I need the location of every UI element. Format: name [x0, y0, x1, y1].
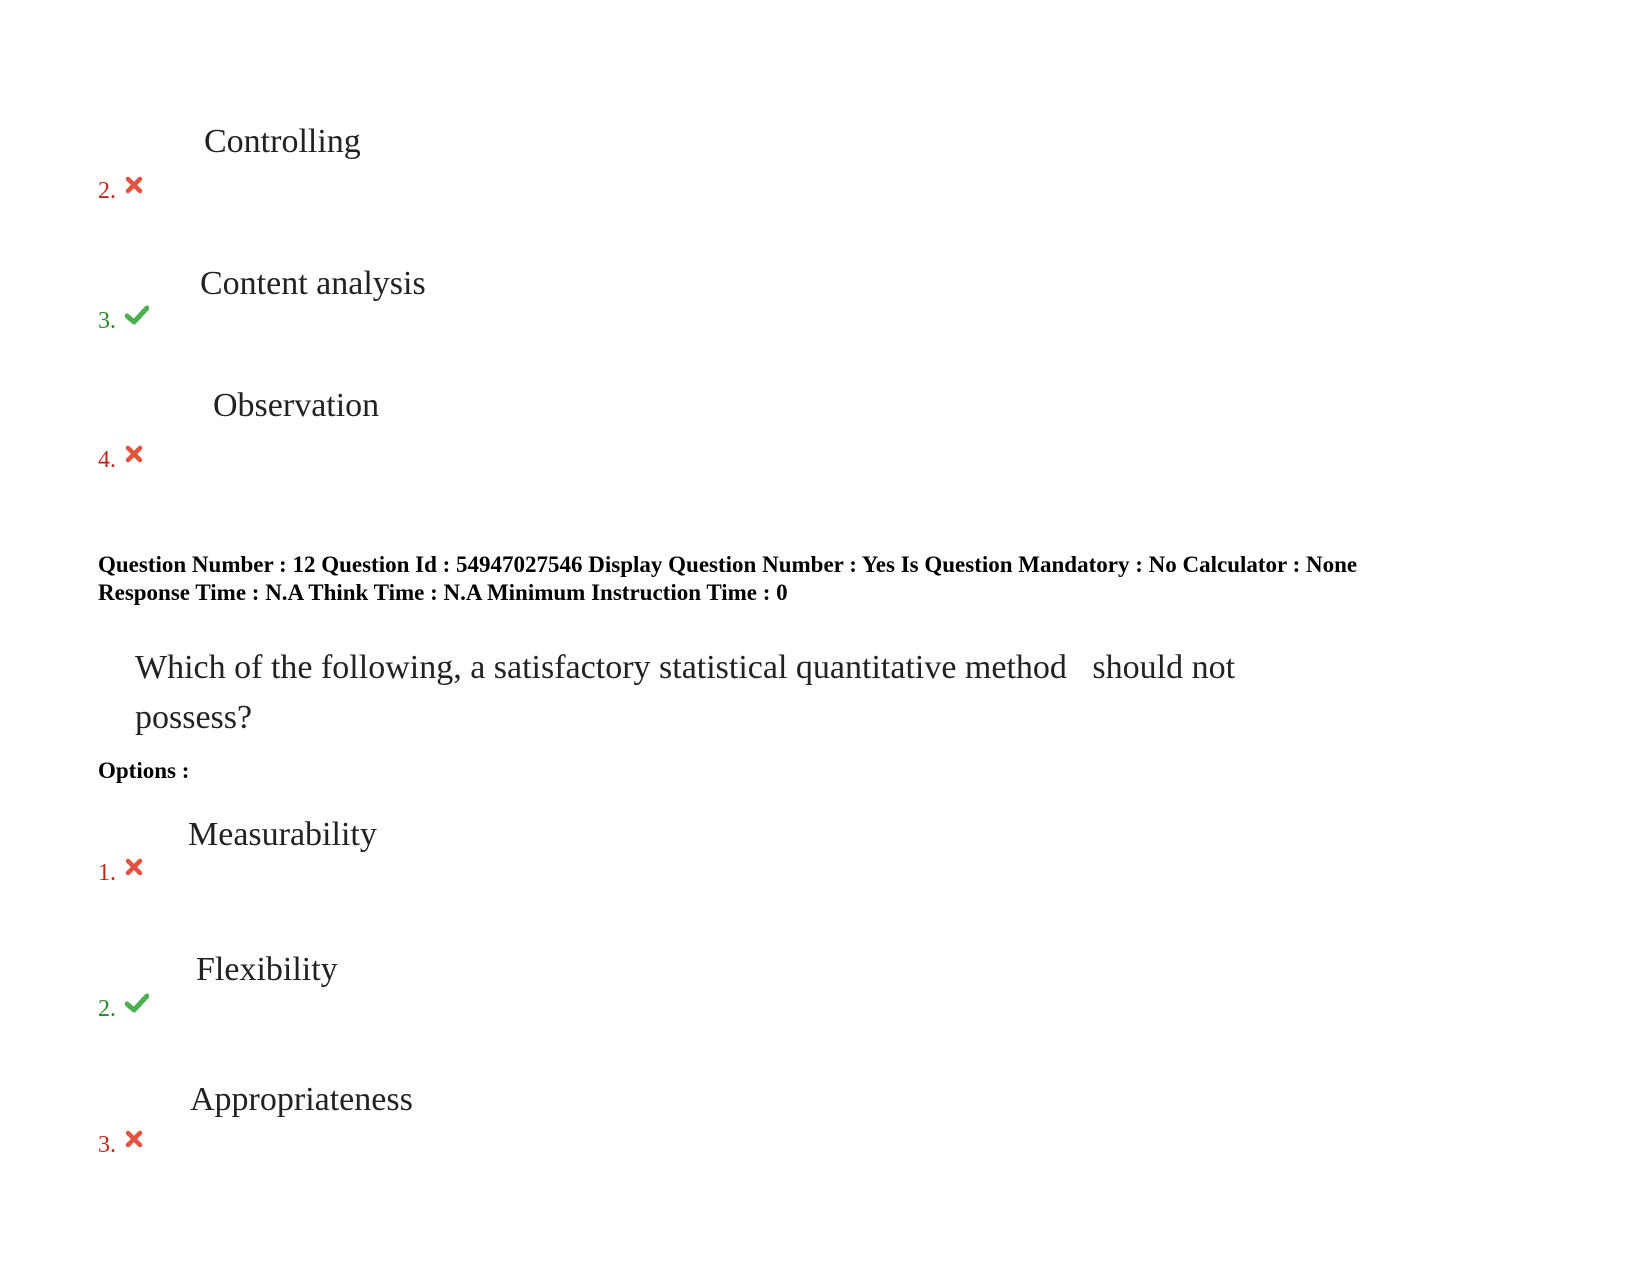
question-text-line2: possess? [135, 699, 253, 736]
option-text: Content analysis [200, 265, 426, 302]
question-text-line1: Which of the following, a satisfactory statistical quantitative method should not [135, 649, 1236, 686]
cross-icon [125, 445, 143, 463]
option-number [98, 179, 143, 203]
cross-icon [125, 858, 143, 876]
option-text: Appropriateness [190, 1081, 413, 1118]
option-number-label: 2. [98, 996, 116, 1022]
question-meta-line1: Question Number : 12 Question Id : 54947027546 Display Question Number : Yes Is Question Mandatory : No Calculator : None [98, 552, 1358, 577]
option-number [98, 309, 149, 333]
option-number-label: 3. [98, 308, 116, 334]
options-label: Options : [98, 758, 190, 783]
option-number-label: 3. [98, 1132, 116, 1158]
question-text [135, 643, 1235, 743]
option-number [98, 448, 143, 472]
option-number [98, 861, 143, 885]
option-number [98, 1133, 143, 1157]
check-icon [125, 993, 149, 1013]
option-text: Measurability [188, 816, 377, 853]
cross-icon [125, 176, 143, 194]
option-text: Flexibility [196, 951, 338, 988]
option-number-label: 2. [98, 178, 116, 204]
option-text: Observation [213, 387, 380, 424]
check-icon [125, 305, 149, 325]
option-number-label: 1. [98, 860, 116, 886]
question-meta-line2: Response Time : N.A Think Time : N.A Minimum Instruction Time : 0 [98, 580, 788, 605]
option-number [98, 997, 149, 1021]
cross-icon [125, 1130, 143, 1148]
option-text: Controlling [204, 123, 361, 160]
question-meta [98, 551, 1357, 607]
option-number-label: 4. [98, 447, 116, 473]
